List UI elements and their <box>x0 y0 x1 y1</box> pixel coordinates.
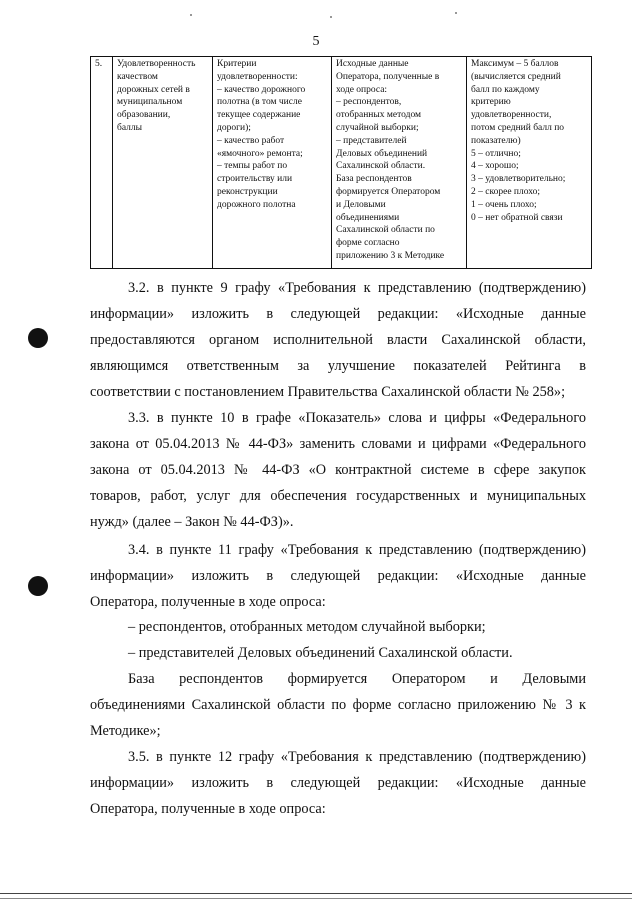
source-line: – представителей <box>336 135 407 146</box>
max-score-line: показателю) <box>471 135 521 146</box>
source-line: Оператора, полученные в <box>336 71 440 82</box>
paragraph-line: закона от 05.04.2013 № 44-ФЗ» заменить словами и цифрами «Федерального <box>90 436 586 452</box>
max-score-line: критерию <box>471 97 511 108</box>
paragraph-line: 3.5. в пункте 12 графу «Требования к представлению (подтверждению) <box>128 749 586 765</box>
source-line: форме согласно <box>336 238 400 249</box>
indicator-line: образовании, <box>117 110 171 121</box>
paragraph-3-4 <box>90 537 586 615</box>
paragraph-line: 3.3. в пункте 10 в графе «Показатель» слова и цифры «Федерального <box>128 410 586 426</box>
scan-edge-line <box>0 893 632 894</box>
criteria-line: Критерии <box>217 59 257 69</box>
paragraph-line: информации» изложить в следующей редакции: «Исходные данные <box>90 568 586 584</box>
criteria-line: удовлетворенности: <box>217 71 298 82</box>
row-number-cell <box>91 57 113 269</box>
paragraph-line: объединениями Сахалинской области по форме согласно приложению № 3 к <box>90 697 586 713</box>
criteria-line: дорожного полотна <box>217 199 296 210</box>
source-line: объединениями <box>336 212 400 223</box>
paragraph-line: закона от 05.04.2013 № 44-ФЗ «О контрактной системе в сфере закупок <box>90 462 586 478</box>
paragraph-line: товаров, работ, услуг для обеспечения государственных и муниципальных <box>90 488 586 504</box>
indicator-table <box>90 56 592 269</box>
criteria-line: строительству или <box>217 174 293 185</box>
indicator-line: баллы <box>117 122 142 133</box>
criteria-line: дороги); <box>217 122 251 133</box>
source-line: и Деловыми <box>336 199 386 210</box>
paragraph-3-2 <box>90 275 586 405</box>
indicator-line: качеством <box>117 71 158 82</box>
source-line: ходе опроса: <box>336 84 388 95</box>
paragraph-line: 3.4. в пункте 11 графу «Требования к представлению (подтверждению) <box>128 542 586 558</box>
max-score-line: 2 – скорее плохо; <box>471 186 541 197</box>
scan-speck <box>190 14 192 16</box>
dash-item: – представителей Деловых объединений Сахалинской области. <box>128 645 513 661</box>
source-line: – респондентов, <box>336 97 402 108</box>
paragraph-line: информации» изложить в следующей редакции: «Исходные данные <box>90 306 586 322</box>
paragraph-base <box>90 666 586 744</box>
indicator-cell <box>113 57 213 269</box>
source-line: формируется Оператором <box>336 186 441 197</box>
paragraph-line: предоставляются органом исполнительной власти Сахалинской области, <box>90 332 586 348</box>
scan-speck <box>455 12 457 14</box>
max-score-line: балл по каждому <box>471 84 540 95</box>
indicator-line: дорожных сетей в <box>117 84 190 95</box>
source-cell <box>332 57 467 269</box>
paragraph-line: 3.2. в пункте 9 графу «Требования к представлению (подтверждению) <box>128 280 586 296</box>
criteria-line: полотна (в том числе <box>217 97 302 108</box>
paragraph-line: нужд» (далее – Закон № 44-ФЗ)». <box>90 514 294 530</box>
paragraph-line: информации» изложить в следующей редакции: «Исходные данные <box>90 775 586 791</box>
max-score-line: 1 – очень плохо; <box>471 199 537 210</box>
source-line: отобранных методом <box>336 110 422 121</box>
dash-item: – респондентов, отобранных методом случайной выборки; <box>128 619 486 635</box>
table-row <box>91 57 592 269</box>
max-score-line: (вычисляется средний <box>471 71 561 82</box>
criteria-cell <box>213 57 332 269</box>
max-score-line: удовлетворенности, <box>471 110 552 121</box>
paragraph-line: соответствии с постановлением Правительства Сахалинской области № 258»; <box>90 384 566 400</box>
criteria-line: текущее содержание <box>217 110 301 121</box>
paragraph-line: Оператора, полученные в ходе опроса: <box>90 594 326 610</box>
paragraph-3-3 <box>90 405 586 535</box>
paragraph-3-5 <box>90 744 586 822</box>
scan-speck <box>330 16 332 18</box>
punch-hole <box>28 328 48 348</box>
paragraph-line: База респондентов формируется Оператором и Деловыми <box>128 671 586 687</box>
criteria-line: – качество работ <box>217 135 285 146</box>
paragraph-line: Методике»; <box>90 723 161 739</box>
row-number: 5. <box>95 59 103 69</box>
source-line: Сахалинской области по <box>336 225 435 236</box>
source-line: Деловых объединений <box>336 148 428 159</box>
criteria-line: – качество дорожного <box>217 84 306 95</box>
punch-hole <box>28 576 48 596</box>
source-line: Исходные данные <box>336 59 409 69</box>
criteria-line: – темпы работ по <box>217 161 288 172</box>
max-score-line: 3 – удовлетворительно; <box>471 174 566 185</box>
max-score-line: 5 – отлично; <box>471 148 521 159</box>
indicator-line: Удовлетворенность <box>117 59 196 69</box>
source-line: Сахалинской области. <box>336 161 426 172</box>
source-line: случайной выборки; <box>336 122 419 133</box>
max-score-cell <box>467 57 592 269</box>
max-score-line: 0 – нет обратной связи <box>471 212 563 223</box>
max-score-line: потом средний балл по <box>471 122 565 133</box>
paragraph-line: являющимся ответственным за улучшение показателей Рейтинга в <box>90 358 586 374</box>
source-line: приложению 3 к Методике <box>336 250 445 261</box>
scan-edge-line <box>0 898 632 899</box>
max-score-line: Максимум – 5 баллов <box>471 59 559 69</box>
criteria-line: реконструкции <box>217 186 278 197</box>
max-score-line: 4 – хорошо; <box>471 161 519 172</box>
indicator-line: муниципальном <box>117 97 183 108</box>
paragraph-line: Оператора, полученные в ходе опроса: <box>90 801 326 817</box>
respondent-list <box>90 614 586 666</box>
page-number: 5 <box>312 34 320 49</box>
source-line: База респондентов <box>336 174 412 185</box>
criteria-line: «ямочного» ремонта; <box>217 148 303 159</box>
